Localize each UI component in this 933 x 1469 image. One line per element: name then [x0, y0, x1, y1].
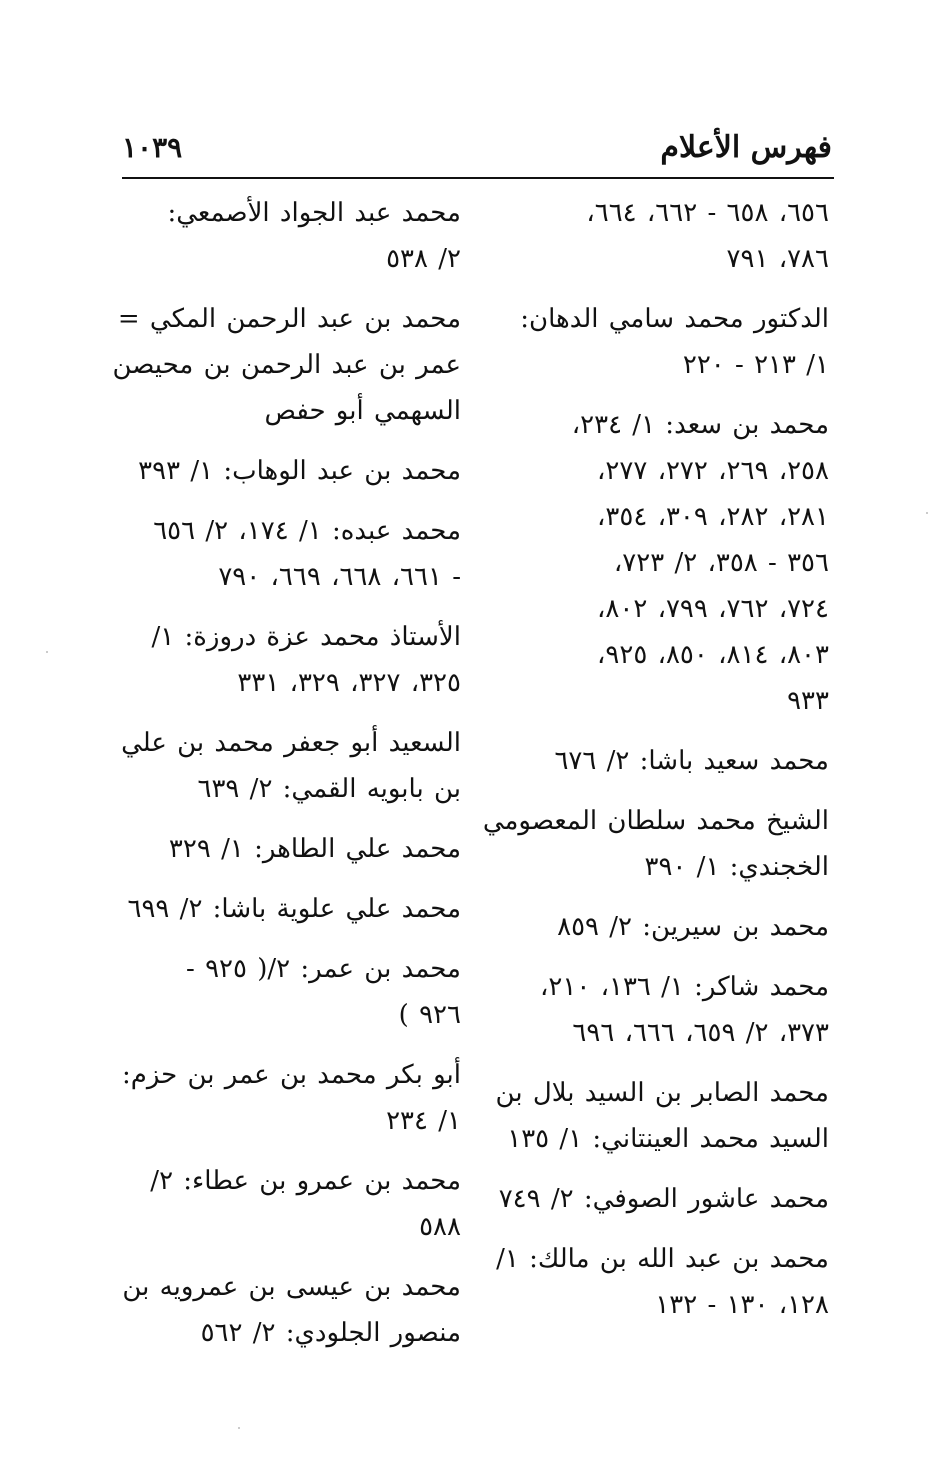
- entry-line: السيد محمد العينتاني: ١/ ١٣٥: [507, 1124, 829, 1154]
- index-entry: [139, 448, 461, 494]
- entry-line: الخجندي: ١/ ٣٩٠: [644, 852, 829, 882]
- scan-speck: [238, 1427, 240, 1429]
- index-entry: [122, 1264, 461, 1356]
- entry-line: ١/ ٢٣٤: [386, 1106, 461, 1136]
- entry-line: محمد عبد الجواد الأصمعي:: [167, 198, 461, 228]
- entry-line: السعيد أبو جعفر محمد بن علي: [121, 728, 461, 758]
- entry-line: ٢٥٨، ٢٦٩، ٢٧٢، ٢٧٧،: [597, 456, 829, 486]
- left-column: [112, 190, 461, 1370]
- index-entry: [139, 190, 461, 282]
- entry-line: بن بابويه القمي: ٢/ ٦٣٩: [197, 774, 461, 804]
- index-entry: [482, 798, 829, 890]
- index-entry: [503, 402, 829, 724]
- entry-line: محمد شاكر: ١/ ١٣٦، ٢١٠،: [540, 972, 829, 1002]
- entry-line: ٨٠٣، ٨١٤، ٨٥٠، ٩٢٥،: [597, 640, 829, 670]
- entry-line: ٣٧٣، ٢/ ٦٥٩، ٦٦٦، ٦٩٦: [572, 1018, 829, 1048]
- scan-speck: [926, 512, 928, 514]
- entry-line: محمد بن عبد الوهاب: ١/ ٣٩٣: [138, 456, 461, 486]
- entry-line: محمد عبده: ١/ ١٧٤، ٢/ ٦٥٦: [153, 516, 461, 546]
- entry-line: الشيخ محمد سلطان المعصومي: [482, 806, 829, 836]
- index-entry: [503, 904, 829, 950]
- entry-line: ٢/ ٥٣٨: [386, 244, 461, 274]
- right-column: [482, 190, 829, 1342]
- entry-line: ٧٢٤، ٧٦٢، ٧٩٩، ٨٠٢،: [597, 594, 829, 624]
- entry-line: أبو بكر محمد بن عمر بن حزم:: [121, 1060, 461, 1090]
- entry-line: محمد بن عمرو بن عطاء: ٢/: [150, 1166, 461, 1196]
- index-entry: [121, 1052, 461, 1144]
- header-title: فهرس الأعلام: [660, 130, 832, 165]
- entry-line: محمد علي الطاهر: ١/ ٣٢٩: [168, 834, 461, 864]
- index-entry: [139, 1158, 461, 1250]
- index-entry: [495, 1070, 829, 1162]
- entry-line: ٧٨٦، ٧٩١: [726, 244, 829, 274]
- entry-line: ١/ ٢١٣ - ٢٢٠: [682, 350, 829, 380]
- entry-line: محمد علي علوية باشا: ٢/ ٦٩٩: [127, 894, 461, 924]
- index-entry: [496, 1236, 829, 1328]
- index-entry: [503, 964, 829, 1056]
- index-entry: [139, 508, 461, 600]
- entry-line: محمد بن عيسى بن عمرويه بن: [122, 1272, 461, 1302]
- entry-line: محمد بن عبد الرحمن المكي =: [117, 304, 461, 334]
- entry-line: محمد بن عبد الله بن مالك: ١/: [496, 1244, 829, 1274]
- entry-line: ٦٥٦، ٦٥٨ - ٦٦٢، ٦٦٤،: [586, 198, 829, 228]
- entry-line: - ٦٦١، ٦٦٨، ٦٦٩، ٧٩٠: [218, 562, 461, 592]
- entry-line: عمر بن عبد الرحمن بن محيصن: [112, 350, 461, 380]
- index-entry: [498, 1176, 829, 1222]
- entry-line: محمد الصابر بن السيد بلال بن: [495, 1078, 829, 1108]
- entry-line: محمد بن سعد: ١/ ٢٣٤،: [571, 410, 829, 440]
- header-rule: [122, 177, 834, 179]
- index-entry: [121, 720, 461, 812]
- index-entry: [503, 738, 829, 784]
- entry-line: محمد بن سيرين: ٢/ ٨٥٩: [557, 912, 829, 942]
- page-number: ١٠٣٩: [122, 131, 183, 164]
- index-entry: [139, 826, 461, 872]
- entry-line: محمد عاشور الصوفي: ٢/ ٧٤٩: [498, 1184, 829, 1214]
- entry-line: ٣٥٦ - ٣٥٨، ٢/ ٧٢٣،: [613, 548, 829, 578]
- entry-line: ٢٨١، ٢٨٢، ٣٠٩، ٣٥٤،: [597, 502, 829, 532]
- entry-line: الدكتور محمد سامي الدهان:: [520, 304, 829, 334]
- entry-line: ٩٣٣: [787, 686, 829, 716]
- index-entry: [139, 946, 461, 1038]
- index-entry: [127, 886, 461, 932]
- scan-speck: [46, 651, 48, 653]
- page-header: [122, 122, 832, 172]
- index-entry: [112, 296, 461, 434]
- index-entry: [139, 614, 461, 706]
- entry-line: محمد بن عمر: ٢/( ٩٢٥ -: [186, 954, 461, 984]
- entry-line: ٥٨٨: [419, 1212, 461, 1242]
- entry-line: الأستاذ محمد عزة دروزة: ١/: [151, 622, 461, 652]
- entry-line: ٩٢٦ ): [398, 1000, 461, 1030]
- entry-line: السهمي أبو حفص: [264, 396, 461, 426]
- entry-line: محمد سعيد باشا: ٢/ ٦٧٦: [554, 746, 829, 776]
- index-entry: [503, 190, 829, 282]
- entry-line: ٣٢٥، ٣٢٧، ٣٢٩، ٣٣١: [237, 668, 461, 698]
- index-entry: [503, 296, 829, 388]
- entry-line: ١٢٨، ١٣٠ - ١٣٢: [655, 1290, 829, 1320]
- entry-line: منصور الجلودي: ٢/ ٥٦٢: [200, 1318, 461, 1348]
